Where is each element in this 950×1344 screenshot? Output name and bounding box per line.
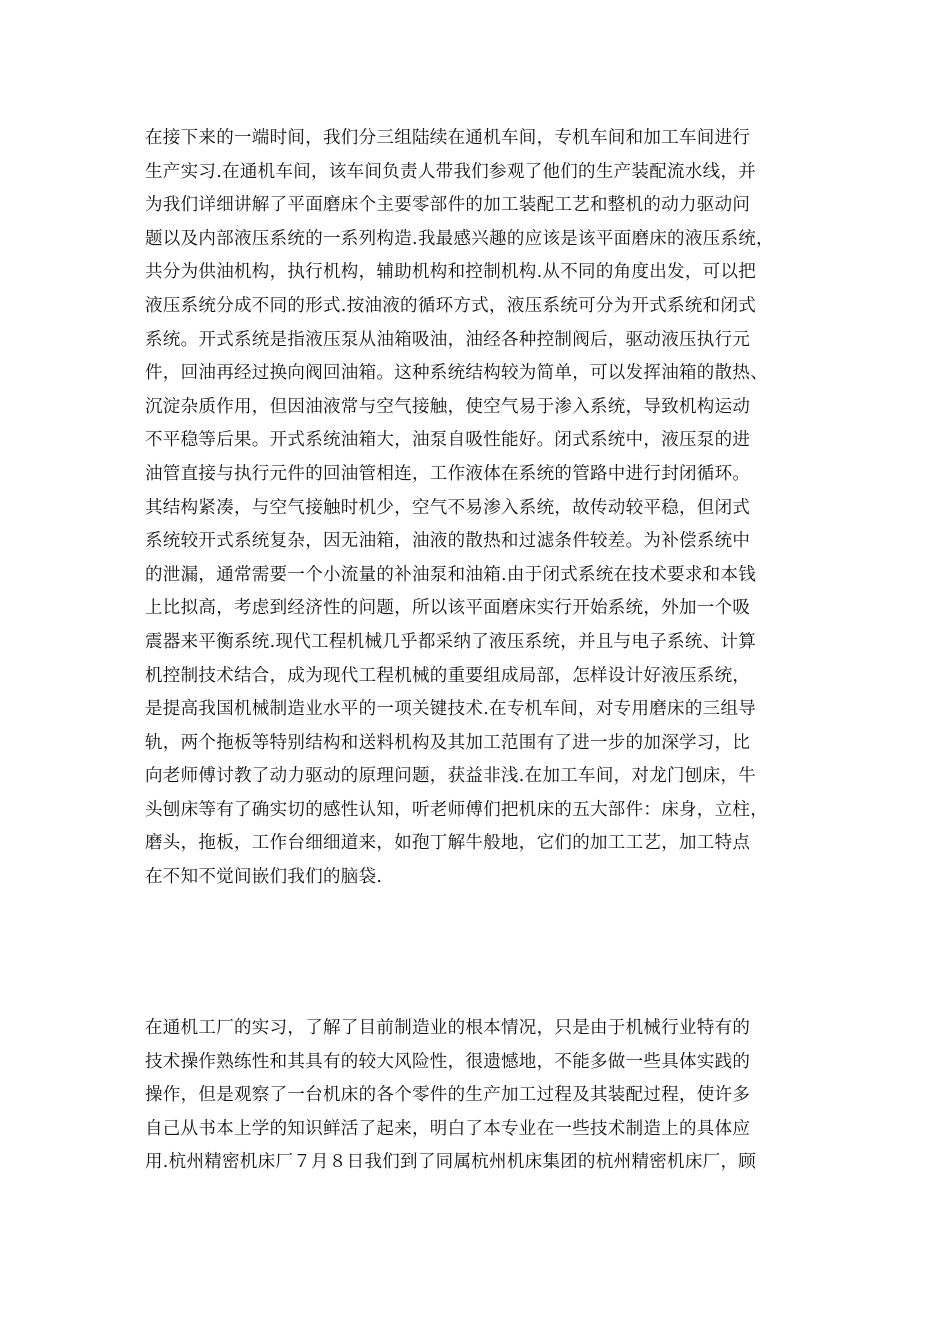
paragraph-workshop-internship [145, 122, 815, 895]
text-line: 头刨床等有了确实切的感性认知，听老师傅们把机床的五大部件：床身，立柱， [145, 799, 768, 820]
text-line: 自己从书本上学的知识鲜活了起来，明白了本专业在一些技术制造上的具体应 [145, 1118, 751, 1139]
text-line: 在接下来的一端时间，我们分三组陆续在通机车间，专机车间和加工车间进行 [145, 128, 751, 148]
paragraph-factory-internship [145, 1012, 815, 1180]
text-line: 题以及内部液压系统的一系列构造.我最感兴趣的应该是该平面磨床的液压系统， [145, 228, 774, 249]
text-line: 生产实习.在通机车间，该车间负责人带我们参观了他们的生产装配流水线，并 [145, 161, 757, 182]
text-line: 系统。开式系统是指液压泵从油箱吸油，油经各种控制阀后，驱动液压执行元 [145, 329, 751, 350]
text-line: 不平稳等后果。开式系统油箱大，油泵自吸性能好。闭式系统中，液压泵的进 [145, 430, 751, 451]
text-line: 的泄漏，通常需要一个小流量的补油泵和油箱.由于闭式系统在技术要求和本钱 [145, 564, 757, 585]
text-line: 系统较开式系统复杂，因无油箱，油液的散热和过滤条件较差。为补偿系统中 [145, 531, 751, 552]
text-line: 技术操作熟练性和其具有的较大风险性，很遗憾地，不能多做一些具体实践的 [145, 1051, 751, 1072]
text-line: 其结构紧凑，与空气接触时机少，空气不易渗入系统，故传动较平稳，但闭式 [145, 497, 751, 518]
text-line: 用.杭州精密机床厂７月８日我们到了同属杭州机床集团的杭州精密机床厂，顾 [145, 1152, 757, 1173]
text-line: 液压系统分成不同的形式.按油液的循环方式，液压系统可分为开式系统和闭式 [145, 295, 757, 316]
text-line: 轨，两个拖板等特别结构和送料机构及其加工范围有了进一步的加深学习，比 [145, 732, 751, 753]
text-line: 油管直接与执行元件的回油管相连，工作液体在系统的管路中进行封闭循环。 [145, 463, 751, 484]
text-line: 为我们详细讲解了平面磨床个主要零部件的加工装配工艺和整机的动力驱动问 [145, 195, 751, 216]
text-line: 是提高我国机械制造业水平的一项关键技术.在专机车间，对专用磨床的三组导 [145, 699, 757, 720]
text-line: 在通机工厂的实习，了解了目前制造业的根本情况，只是由于机械行业特有的 [145, 1018, 751, 1038]
text-line: 沉淀杂质作用，但因油液常与空气接触，使空气易于渗入系统，导致机构运动 [145, 396, 751, 417]
text-line: 磨头，拖板，工作台细细道来，如孢丁解牛般地，它们的加工工艺，加工特点 [145, 833, 751, 854]
text-line: 上比拟高，考虑到经济性的问题，所以该平面磨床实行开始系统，外加一个吸 [145, 598, 751, 619]
text-line: 机控制技术结合，成为现代工程机械的重要组成局部，怎样设计好液压系统， [145, 665, 751, 686]
text-line: 共分为供油机构，执行机构，辅助机构和控制机构.从不同的角度出发，可以把 [145, 262, 757, 283]
text-line: 震器来平衡系统.现代工程机械几乎都采纳了液压系统，并且与电子系统、计算 [145, 631, 757, 652]
text-line: 件，回油再经过换向阀回油箱。这种系统结构较为简单，可以发挥油箱的散热、 [145, 363, 768, 384]
text-line: 向老师傅讨教了动力驱动的原理问题，获益非浅.在加工车间，对龙门刨床，牛 [145, 766, 757, 787]
text-line: 操作，但是观察了一台机床的各个零件的生产加工过程及其装配过程，使许多 [145, 1085, 751, 1106]
text-line: 在不知不觉间嵌们我们的脑袋. [145, 867, 383, 888]
